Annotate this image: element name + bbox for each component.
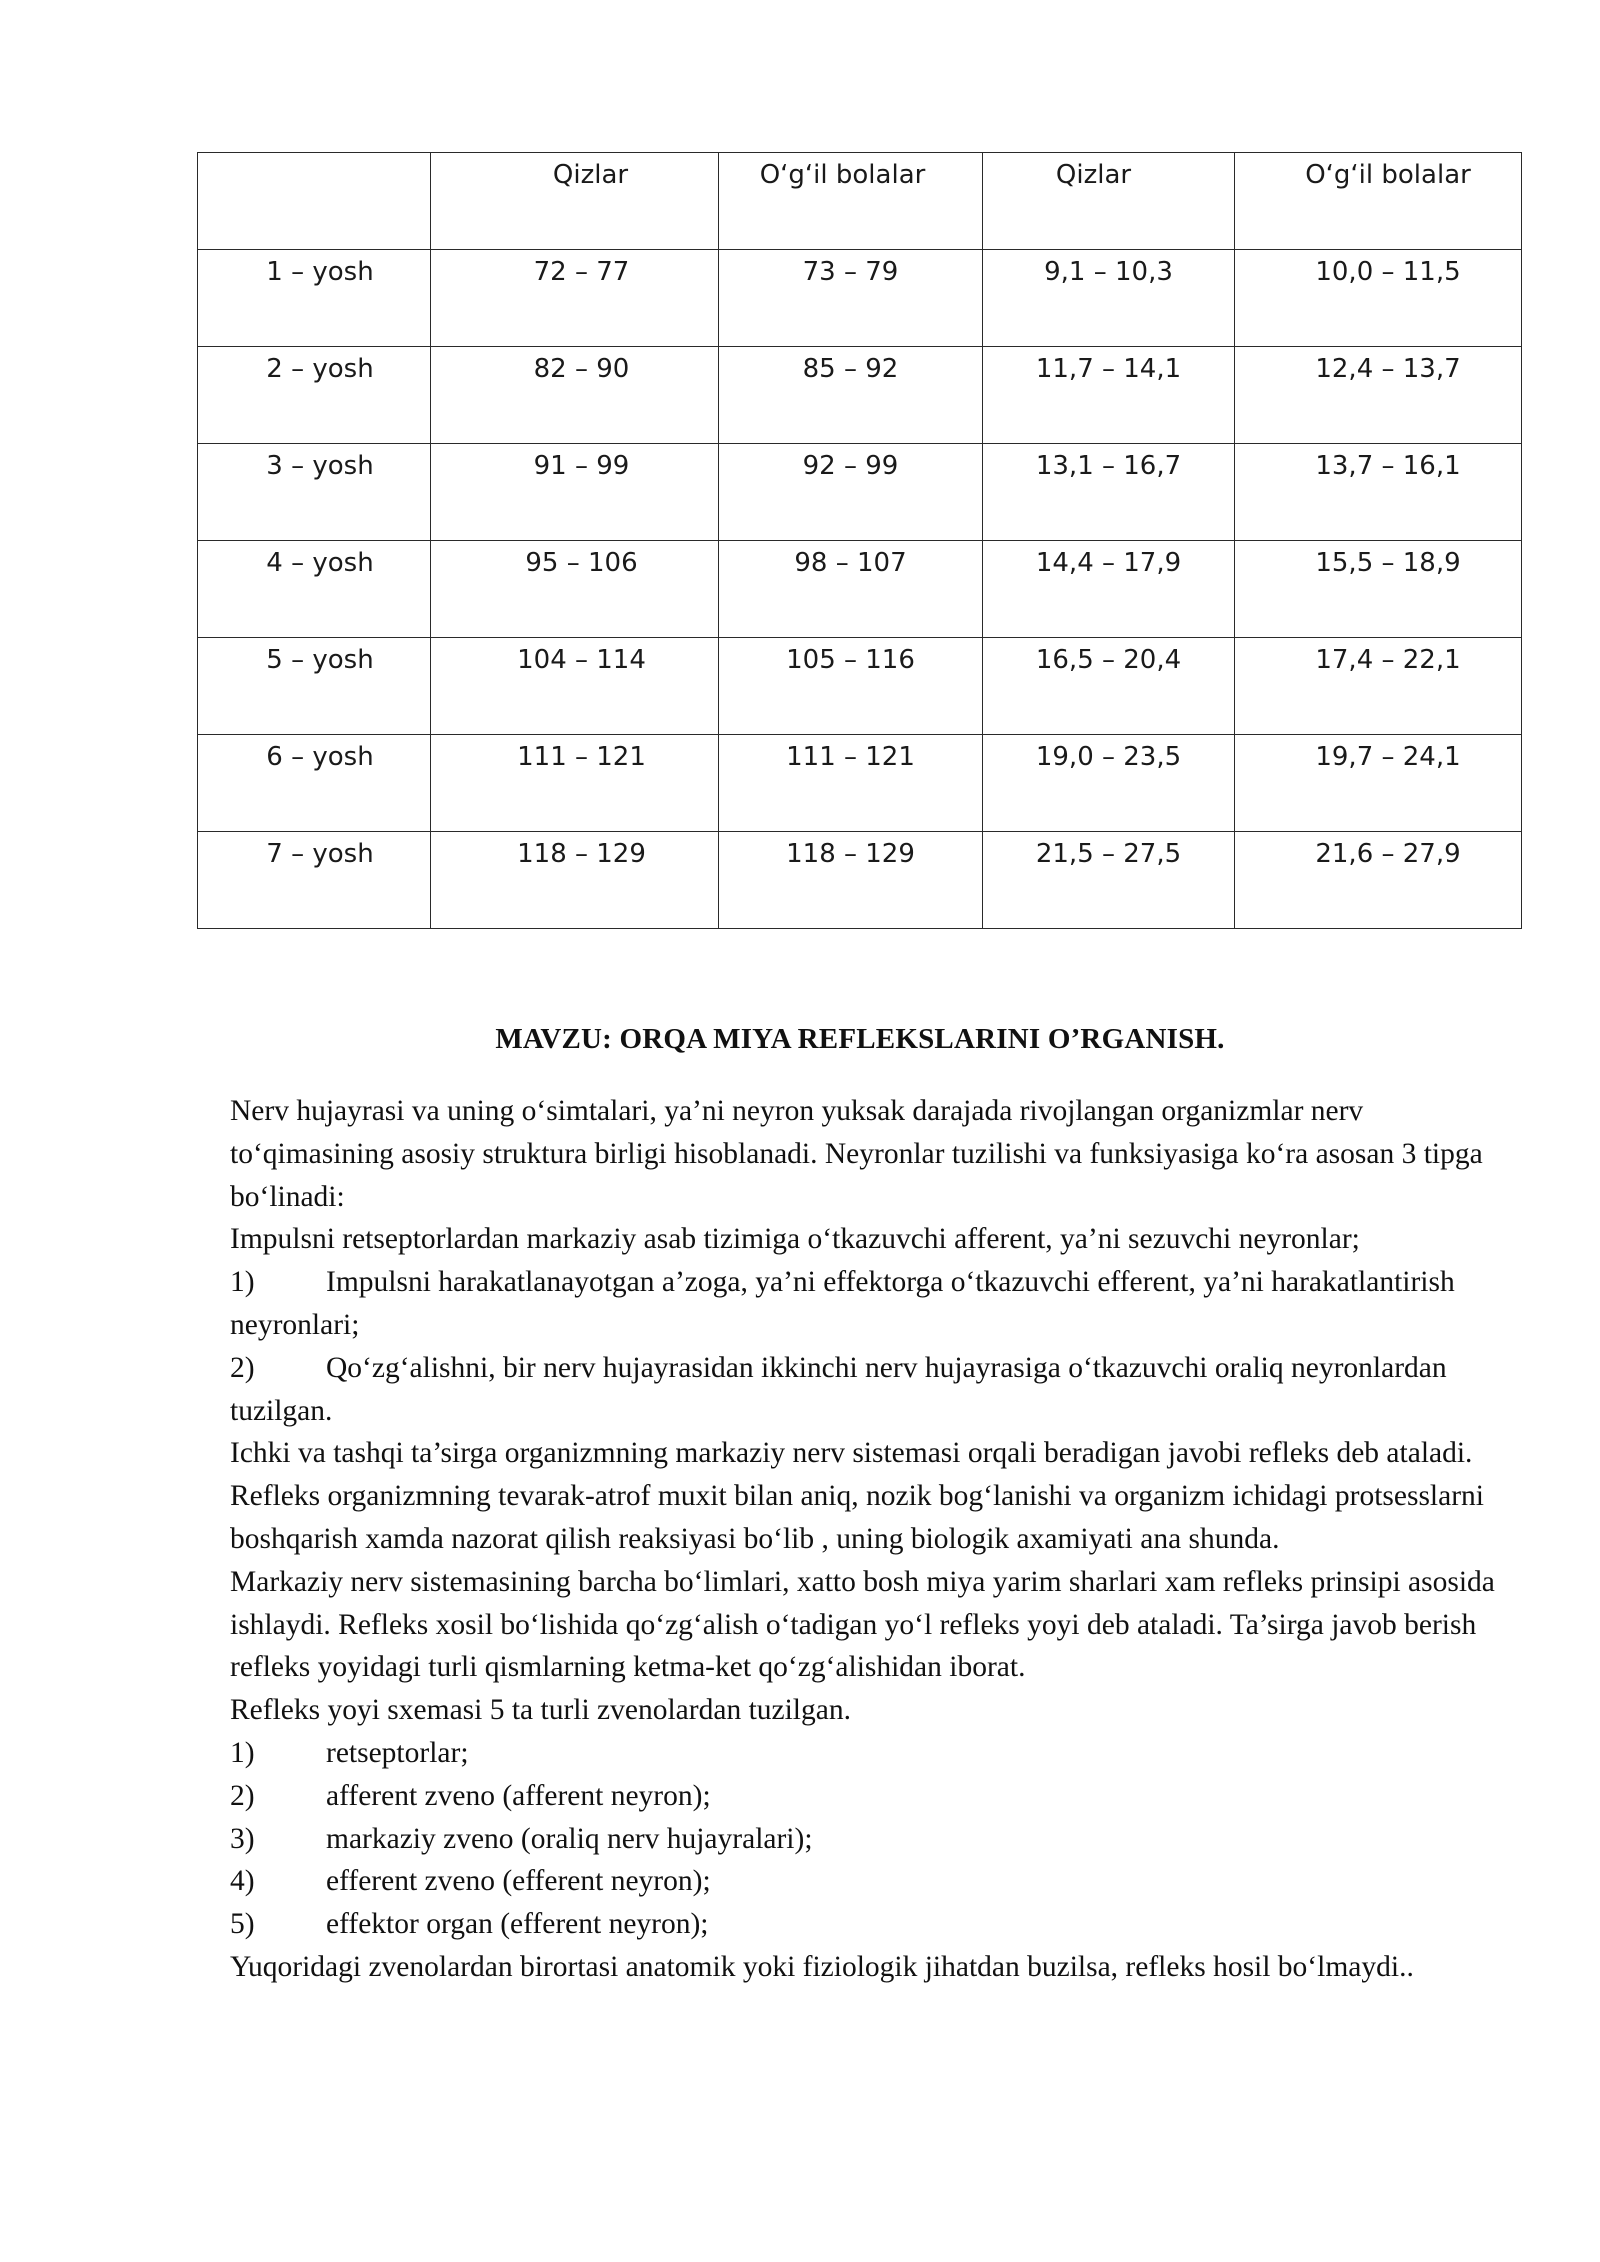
table-cell: 17,4 – 22,1 <box>1235 638 1522 735</box>
table-cell: 3 – yosh <box>198 444 431 541</box>
table-header-row <box>198 153 1522 250</box>
table-cell: 16,5 – 20,4 <box>983 638 1235 735</box>
table-cell: 2 – yosh <box>198 347 431 444</box>
afferent-neuron-paragraph: Impulsni retseptorlardan markaziy asab tizimiga oʻtkazuvchi afferent, ya’ni sezuvchi neyronlar; <box>230 1223 1360 1256</box>
table-cell: 1 – yosh <box>198 250 431 347</box>
table-cell: 10,0 – 11,5 <box>1235 250 1522 347</box>
table-cell: 13,1 – 16,7 <box>983 444 1235 541</box>
table-cell: 11,7 – 14,1 <box>983 347 1235 444</box>
table-row <box>198 250 1522 347</box>
section-title: MAVZU: ORQA MIYA REFLEKSLARINI O’RGANISH. <box>495 1023 1225 1055</box>
list-item: 1) retseptorlar; <box>230 1736 469 1769</box>
table-cell: O‘g‘il bolalar <box>719 153 983 250</box>
list-item: 4) efferent zveno (efferent neyron); <box>230 1865 711 1898</box>
table-cell: 105 – 116 <box>719 638 983 735</box>
intro-paragraph: Nerv hujayrasi va uning oʻsimtalari, ya’ni neyron yuksak darajada rivojlangan organizmlar nerv toʻqimasining asosiy struktura birligi hisoblanadi. Neyronlar tuzilishi va funksiyasiga koʻra asosan 3 tipga boʻlinadi: <box>230 1095 1483 1213</box>
table-cell: 9,1 – 10,3 <box>983 250 1235 347</box>
table-cell: 6 – yosh <box>198 735 431 832</box>
table-cell: 21,6 – 27,9 <box>1235 832 1522 929</box>
table-cell: 98 – 107 <box>719 541 983 638</box>
table-cell: 72 – 77 <box>431 250 719 347</box>
arc-scheme-paragraph: Refleks yoyi sxemasi 5 ta turli zvenolardan tuzilgan. <box>230 1694 851 1727</box>
section-body <box>230 1090 1530 1989</box>
conclusion-paragraph: Yuqoridagi zvenolardan birortasi anatomik yoki fiziologik jihatdan buzilsa, refleks hosil boʻlmaydi.. <box>230 1950 1414 1983</box>
table-row <box>198 638 1522 735</box>
table-cell: 111 – 121 <box>719 735 983 832</box>
reflex-definition-paragraph: Ichki va tashqi ta’sirga organizmning markaziy nerv sistemasi orqali beradigan javobi refleks deb ataladi. Refleks organizmning tevarak-atrof muxit bilan aniq, nozik bogʻlanishi va organizm ichidagi protsesslarni boshqarish xamda nazorat qilish reaksiyasi boʻlib , uning biologik axamiyati ana shunda. <box>230 1437 1484 1555</box>
list-item: 5) effektor organ (efferent neyron); <box>230 1908 709 1941</box>
list-item: 2) Qoʻzgʻalishni, bir nerv hujayrasidan ikkinchi nerv hujayrasiga oʻtkazuvchi oraliq neyronlardan tuzilgan. <box>230 1351 1447 1427</box>
table-cell: 111 – 121 <box>431 735 719 832</box>
growth-table <box>197 152 1522 929</box>
table-row <box>198 735 1522 832</box>
table-cell: 21,5 – 27,5 <box>983 832 1235 929</box>
table-cell: Qizlar <box>983 153 1235 250</box>
table-row <box>198 832 1522 929</box>
table-cell: 5 – yosh <box>198 638 431 735</box>
table-cell: 4 – yosh <box>198 541 431 638</box>
list-item: 1) Impulsni harakatlanayotgan a’zoga, ya’ni effektorga oʻtkazuvchi efferent, ya’ni harakatlantirish neyronlari; <box>230 1266 1455 1341</box>
list-item: 2) afferent zveno (afferent neyron); <box>230 1779 711 1812</box>
table-row <box>198 347 1522 444</box>
table-cell: 19,0 – 23,5 <box>983 735 1235 832</box>
table-cell <box>198 153 431 250</box>
table-cell: 15,5 – 18,9 <box>1235 541 1522 638</box>
table-cell: 95 – 106 <box>431 541 719 638</box>
table-cell: 82 – 90 <box>431 347 719 444</box>
table-cell: 19,7 – 24,1 <box>1235 735 1522 832</box>
table-cell: Qizlar <box>431 153 719 250</box>
table-cell: 118 – 129 <box>431 832 719 929</box>
table-cell: 12,4 – 13,7 <box>1235 347 1522 444</box>
table-cell: 91 – 99 <box>431 444 719 541</box>
table-cell: 73 – 79 <box>719 250 983 347</box>
table-cell: 13,7 – 16,1 <box>1235 444 1522 541</box>
table-cell: 14,4 – 17,9 <box>983 541 1235 638</box>
table-cell: 104 – 114 <box>431 638 719 735</box>
table-cell: 92 – 99 <box>719 444 983 541</box>
table-cell: 118 – 129 <box>719 832 983 929</box>
table-cell: 7 – yosh <box>198 832 431 929</box>
table-cell: 85 – 92 <box>719 347 983 444</box>
table-row <box>198 541 1522 638</box>
table-row <box>198 444 1522 541</box>
table-cell: O‘g‘il bolalar <box>1235 153 1522 250</box>
list-item: 3) markaziy zveno (oraliq nerv hujayralari); <box>230 1822 813 1855</box>
reflex-arc-paragraph: Markaziy nerv sistemasining barcha boʻlimlari, xatto bosh miya yarim sharlari xam refleks prinsipi asosida ishlaydi. Refleks xosil boʻlishida qoʻzgʻalish oʻtadigan yoʻl refleks yoyi deb ataladi. Ta’sirga javob berish refleks yoyidagi turli qismlarning ketma-ket qoʻzgʻalishidan iborat. <box>230 1565 1495 1684</box>
